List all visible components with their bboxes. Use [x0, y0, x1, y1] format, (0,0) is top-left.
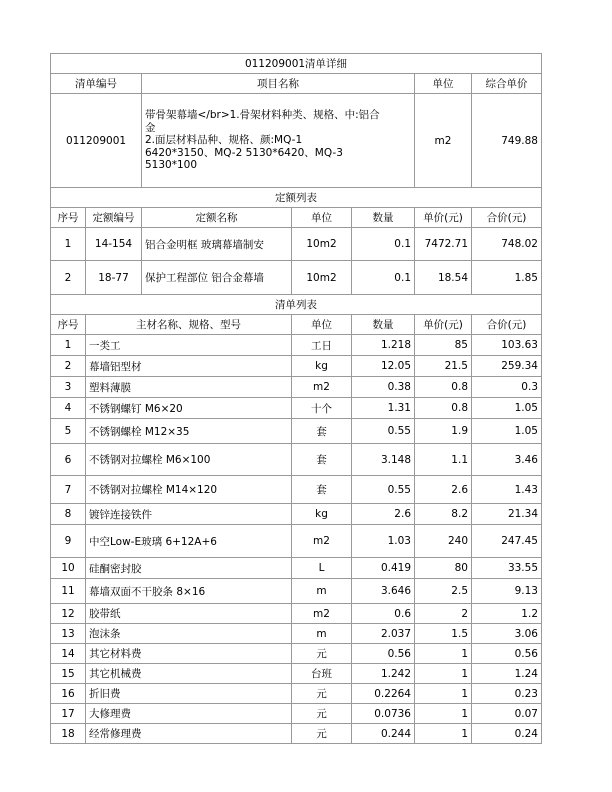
description-line: 6420*3150、MQ-2 5130*6420、MQ-3 — [145, 146, 343, 159]
table-title: 011209001清单详细 — [51, 54, 542, 74]
material-row — [51, 624, 542, 644]
material-total: 21.34 — [472, 504, 542, 525]
bill-unit-header: 单位 — [415, 74, 472, 94]
quota-unit-header: 单位 — [292, 208, 352, 228]
quota-unit: 10m2 — [292, 261, 352, 295]
material-no: 16 — [51, 684, 86, 704]
quota-price: 18.54 — [415, 261, 472, 295]
bill-price-header: 综合单价 — [472, 74, 542, 94]
material-row — [51, 476, 542, 504]
material-total: 0.3 — [472, 377, 542, 398]
material-unit: 台班 — [292, 664, 352, 684]
material-no: 9 — [51, 525, 86, 558]
material-name: 幕墙铝型材 — [86, 356, 292, 377]
material-price: 1.9 — [415, 419, 472, 444]
material-row — [51, 664, 542, 684]
material-no: 1 — [51, 335, 86, 356]
quota-code-header: 定额编号 — [86, 208, 142, 228]
material-row — [51, 444, 542, 476]
material-section-row — [51, 295, 542, 315]
bill-row — [51, 94, 542, 188]
material-price-header: 单价(元) — [415, 315, 472, 335]
quota-total-header: 合价(元) — [472, 208, 542, 228]
material-price: 240 — [415, 525, 472, 558]
material-qty: 0.55 — [352, 476, 415, 504]
material-name: 塑料薄膜 — [86, 377, 292, 398]
material-unit: m2 — [292, 377, 352, 398]
bill-detail-table — [50, 53, 542, 744]
material-price: 1.1 — [415, 444, 472, 476]
material-qty: 1.218 — [352, 335, 415, 356]
material-unit: 工日 — [292, 335, 352, 356]
material-name: 镀锌连接铁件 — [86, 504, 292, 525]
material-row — [51, 504, 542, 525]
material-row — [51, 377, 542, 398]
quota-code: 18-77 — [86, 261, 142, 295]
bill-unit-price: 749.88 — [472, 94, 542, 188]
material-name: 幕墙双面不干胶条 8×16 — [86, 579, 292, 604]
material-total: 0.56 — [472, 644, 542, 664]
quota-code: 14-154 — [86, 228, 142, 261]
material-name: 大修理费 — [86, 704, 292, 724]
material-qty: 0.419 — [352, 558, 415, 579]
material-qty: 0.244 — [352, 724, 415, 744]
material-row — [51, 419, 542, 444]
quota-total: 748.02 — [472, 228, 542, 261]
material-total-header: 合价(元) — [472, 315, 542, 335]
quota-section-row — [51, 188, 542, 208]
material-qty-header: 数量 — [352, 315, 415, 335]
material-qty: 1.03 — [352, 525, 415, 558]
material-name: 不锈钢螺栓 M12×35 — [86, 419, 292, 444]
material-qty: 0.55 — [352, 419, 415, 444]
material-row — [51, 644, 542, 664]
material-total: 0.07 — [472, 704, 542, 724]
material-total: 0.23 — [472, 684, 542, 704]
material-total: 3.46 — [472, 444, 542, 476]
material-price: 8.2 — [415, 504, 472, 525]
material-qty: 0.2264 — [352, 684, 415, 704]
quota-price: 7472.71 — [415, 228, 472, 261]
material-no: 11 — [51, 579, 86, 604]
quota-no: 1 — [51, 228, 86, 261]
material-total: 3.06 — [472, 624, 542, 644]
quota-unit: 10m2 — [292, 228, 352, 261]
material-price: 0.8 — [415, 398, 472, 419]
material-name: 经常修理费 — [86, 724, 292, 744]
material-name: 不锈钢对拉螺栓 M14×120 — [86, 476, 292, 504]
quota-total: 1.85 — [472, 261, 542, 295]
material-name: 不锈钢螺钉 M6×20 — [86, 398, 292, 419]
material-row — [51, 398, 542, 419]
quota-name-header: 定额名称 — [142, 208, 292, 228]
bill-code: 011209001 — [51, 94, 142, 188]
material-total: 9.13 — [472, 579, 542, 604]
material-qty: 0.38 — [352, 377, 415, 398]
material-total: 1.2 — [472, 604, 542, 624]
material-total: 1.43 — [472, 476, 542, 504]
material-row — [51, 356, 542, 377]
description-line: 2.面层材料品种、规格、颜:MQ-1 — [145, 134, 303, 147]
quota-price-header: 单价(元) — [415, 208, 472, 228]
material-total: 0.24 — [472, 724, 542, 744]
quota-name: 铝合金明框 玻璃幕墙制安 — [142, 228, 292, 261]
material-price: 2.5 — [415, 579, 472, 604]
material-price: 1.5 — [415, 624, 472, 644]
description-line: 5130*100 — [145, 159, 198, 172]
description-line: 带骨架幕墙</br>1.骨架材料种类、规格、中:铝合 — [145, 109, 380, 122]
material-qty: 0.6 — [352, 604, 415, 624]
material-qty: 3.646 — [352, 579, 415, 604]
title-row — [51, 54, 542, 74]
material-no: 18 — [51, 724, 86, 744]
material-total: 1.05 — [472, 398, 542, 419]
material-total: 259.34 — [472, 356, 542, 377]
material-price: 1 — [415, 664, 472, 684]
material-qty: 0.0736 — [352, 704, 415, 724]
quota-qty: 0.1 — [352, 261, 415, 295]
material-unit: 元 — [292, 704, 352, 724]
material-name: 其它机械费 — [86, 664, 292, 684]
bill-name-header: 项目名称 — [142, 74, 415, 94]
material-total: 247.45 — [472, 525, 542, 558]
material-unit: kg — [292, 504, 352, 525]
material-row — [51, 684, 542, 704]
material-price: 2.6 — [415, 476, 472, 504]
material-no: 17 — [51, 704, 86, 724]
material-price: 80 — [415, 558, 472, 579]
material-unit: L — [292, 558, 352, 579]
material-no: 7 — [51, 476, 86, 504]
material-unit: 套 — [292, 444, 352, 476]
material-no: 3 — [51, 377, 86, 398]
material-name: 胶带纸 — [86, 604, 292, 624]
material-no: 13 — [51, 624, 86, 644]
material-no: 5 — [51, 419, 86, 444]
material-no: 4 — [51, 398, 86, 419]
bill-item-description — [142, 94, 415, 188]
material-row — [51, 525, 542, 558]
material-qty: 1.242 — [352, 664, 415, 684]
material-row — [51, 704, 542, 724]
material-name: 泡沫条 — [86, 624, 292, 644]
material-price: 1 — [415, 644, 472, 664]
material-no-header: 序号 — [51, 315, 86, 335]
bill-header-row — [51, 74, 542, 94]
material-row — [51, 604, 542, 624]
material-price: 0.8 — [415, 377, 472, 398]
material-no: 12 — [51, 604, 86, 624]
quota-qty-header: 数量 — [352, 208, 415, 228]
material-total: 33.55 — [472, 558, 542, 579]
material-price: 1 — [415, 684, 472, 704]
material-qty: 2.037 — [352, 624, 415, 644]
material-header-row — [51, 315, 542, 335]
quota-section-title: 定额列表 — [51, 188, 542, 208]
quota-no-header: 序号 — [51, 208, 86, 228]
material-no: 15 — [51, 664, 86, 684]
quota-qty: 0.1 — [352, 228, 415, 261]
material-no: 14 — [51, 644, 86, 664]
material-unit: m — [292, 624, 352, 644]
material-name: 其它材料费 — [86, 644, 292, 664]
bill-code-header: 清单编号 — [51, 74, 142, 94]
material-name: 中空Low-E玻璃 6+12A+6 — [86, 525, 292, 558]
material-name: 折旧费 — [86, 684, 292, 704]
material-row — [51, 579, 542, 604]
material-no: 8 — [51, 504, 86, 525]
material-no: 2 — [51, 356, 86, 377]
material-name: 不锈钢对拉螺栓 M6×100 — [86, 444, 292, 476]
material-unit: 套 — [292, 476, 352, 504]
material-qty: 0.56 — [352, 644, 415, 664]
material-price: 1 — [415, 704, 472, 724]
material-no: 6 — [51, 444, 86, 476]
material-unit-header: 单位 — [292, 315, 352, 335]
material-row — [51, 724, 542, 744]
material-total: 103.63 — [472, 335, 542, 356]
material-unit: m2 — [292, 525, 352, 558]
material-price: 1 — [415, 724, 472, 744]
material-unit: 元 — [292, 684, 352, 704]
material-qty: 12.05 — [352, 356, 415, 377]
material-section-title: 清单列表 — [51, 295, 542, 315]
quota-row — [51, 228, 542, 261]
quota-no: 2 — [51, 261, 86, 295]
material-qty: 1.31 — [352, 398, 415, 419]
material-row — [51, 335, 542, 356]
material-price: 2 — [415, 604, 472, 624]
material-qty: 3.148 — [352, 444, 415, 476]
material-price: 85 — [415, 335, 472, 356]
material-unit: m2 — [292, 604, 352, 624]
material-price: 21.5 — [415, 356, 472, 377]
material-unit: 元 — [292, 644, 352, 664]
material-unit: 十个 — [292, 398, 352, 419]
material-unit: kg — [292, 356, 352, 377]
quota-row — [51, 261, 542, 295]
material-unit: m — [292, 579, 352, 604]
material-name: 一类工 — [86, 335, 292, 356]
material-unit: 套 — [292, 419, 352, 444]
quota-header-row — [51, 208, 542, 228]
material-no: 10 — [51, 558, 86, 579]
material-qty: 2.6 — [352, 504, 415, 525]
material-total: 1.24 — [472, 664, 542, 684]
description-line: 金 — [145, 121, 156, 134]
material-row — [51, 558, 542, 579]
material-name: 硅酮密封胶 — [86, 558, 292, 579]
bill-unit: m2 — [415, 94, 472, 188]
material-name-header: 主材名称、规格、型号 — [86, 315, 292, 335]
material-unit: 元 — [292, 724, 352, 744]
quota-name: 保护工程部位 铝合金幕墙 — [142, 261, 292, 295]
material-total: 1.05 — [472, 419, 542, 444]
